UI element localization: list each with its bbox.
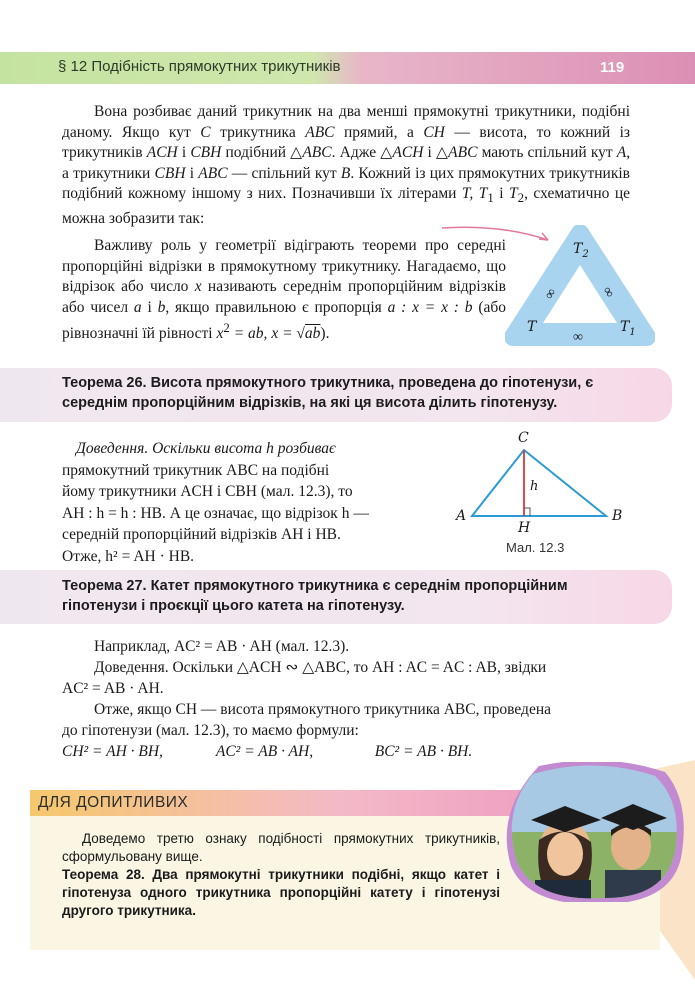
label-b: B xyxy=(612,508,623,524)
formula-ch: CH² = AH · BH, xyxy=(62,743,163,760)
theorem-26: Теорема 26. Висота прямокутного трикутника, проведена до гіпотенузи, є середнім пропорційним відрізків, на які ця висота ділить гіпотенузу. xyxy=(62,375,594,411)
curious-label: ДЛЯ ДОПИТЛИВИХ xyxy=(38,794,189,811)
proof-line: Отже, h² = AH · HB. xyxy=(62,547,195,565)
label-t2: $T_2$ xyxy=(573,241,589,260)
section-title: § 12 Подібність прямокутних трикутників xyxy=(58,58,341,75)
symbol-left: ∞ xyxy=(541,285,560,303)
label-t: T xyxy=(527,319,537,335)
intro-paragraph: Вона розбиває даний трикутник на два менші прямокутні трикутники, подібні даному. Якщо кут C трикутника ABC прямий, а CH — висота, то кожний із трикутників ACH і CBH подібний △ABC. Адже △ACH і △ABC мають спільний кут A, а трикутники CBH і ABC — спільний кут B. Кожний із цих прямокутних трикутників подібний кожному іншому з них. Позначивши їх літерами T, $T_1$ і $T_2$, схематично це можна зобразити так: xyxy=(62,103,631,227)
label-a: A xyxy=(456,508,467,524)
figure-12-3 xyxy=(450,428,640,533)
proof-line: AH : h = h : HB. А це означає, що відрізок h — xyxy=(62,504,369,522)
proof-line: середній пропорційний відрізків AH і HB. xyxy=(62,526,341,543)
formula-ac: AC² = AB · AH, xyxy=(215,743,314,760)
label-h-point: H xyxy=(518,520,531,533)
theorem-27: Теорема 27. Катет прямокутного трикутника є середнім пропорційним гіпотенузи і проєкції цього катета на гіпотенузу. xyxy=(62,578,568,614)
label-t1: $T_1$ xyxy=(620,319,636,338)
graduates-photo xyxy=(505,762,685,902)
symbol-right: ∞ xyxy=(599,284,618,301)
example-block: Наприклад, AC² = AB · AH (мал. 12.3). Доведення. Оскільки △ACH ∾ △ABC, то AH : AC = AC : AB, звідки AC² = AB · AH. Отже, якщо CH — висота прямокутного трикутника ABC, проведена до гіпотенузи (мал. 12.3), то маємо формули: CH² = AH · BH, AC² = AB · AH, BC² = AB · BH. xyxy=(62,638,552,760)
proof-line: йому трикутники ACH і CBH (мал. 12.3), то xyxy=(62,483,353,500)
proof-line: Доведення. Оскільки висота h розбиває xyxy=(76,440,336,457)
label-c: C xyxy=(518,430,529,446)
formula-bc: BC² = AB · BH. xyxy=(374,743,473,760)
figure-12-3-caption: Мал. 12.3 xyxy=(506,540,565,555)
symbol-bottom: ∞ xyxy=(573,330,583,345)
label-h-height: h xyxy=(530,479,539,494)
similarity-triangle-diagram xyxy=(505,225,655,350)
curious-paragraph: Доведемо третю ознаку подібності прямокутних трикутників, сформульовану вище. Теорема 28. Два прямокутні трикутники подібні, якщо катет і гіпотенуза одного трикутника пропорційні катету і гіпотенузі другого трикутника. xyxy=(62,831,500,918)
proof-26 xyxy=(62,438,434,567)
mean-proportional-paragraph: Важливу роль у геометрії відіграють теореми про середні пропорційні відрізки в прямокутному трикутнику. Нагадаємо, що відрізок або число x називають середнім пропорційним відрізків або чисел a і b, якщо правильною є пропорція a : x = x : b (або рівнозначні їй рівності $x^2$ = ab, x = √ab). xyxy=(62,237,506,343)
proof-line: прямокутний трикутник ABC на подібні xyxy=(62,461,330,479)
page-number: 119 xyxy=(600,59,625,76)
